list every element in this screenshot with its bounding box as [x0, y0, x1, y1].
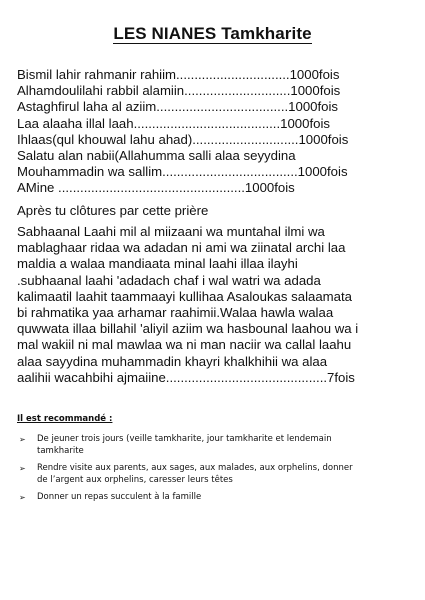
recommendation-line: De jeuner trois jours (veille tamkharite, jour tamkharite et lendemain: [37, 434, 332, 444]
arrow-bullet-icon: ➢: [19, 435, 26, 444]
closing-prayer: [17, 224, 422, 386]
document-title-text: LES NIANES Tamkharite: [113, 24, 312, 43]
recommendations-heading: Il est recommandé :: [17, 414, 113, 424]
recommendation-item: [17, 434, 417, 457]
recommendations-list: [17, 434, 417, 510]
invocation-line: Mouhammadin wa sallim.....................................1000fois: [17, 164, 348, 180]
invocation-line: AMine ...................................................1000fois: [17, 180, 295, 196]
prayer-line: .subhaanal laahi 'adadach chaf i wal watri wa adada: [17, 272, 321, 288]
invocation-line: Alhamdoulilahi rabbil alamiin.............................1000fois: [17, 83, 341, 99]
arrow-bullet-icon: ➢: [19, 464, 26, 473]
prayer-line: mablaghaar ridaa wa adadan ni ami wa ziinatal archi laa: [17, 240, 346, 256]
prayer-line: alaa sayydina muhammadin khayri khalkhihii wa alaa: [17, 353, 328, 369]
invocation-line: Astaghfirul laha al aziim....................................1000fois: [17, 99, 339, 115]
closing-subtitle: Après tu clôtures par cette prière: [17, 203, 209, 218]
invocation-line: Salatu alan nabii(Allahumma salli alaa seyydina: [17, 148, 296, 164]
invocation-line: Laa alaaha illal laah........................................1000fois: [17, 115, 330, 131]
recommendation-line: Rendre visite aux parents, aux sages, aux malades, aux orphelins, donner: [37, 463, 353, 473]
recommendation-item: [17, 492, 417, 504]
recommendation-line: de l’argent aux orphelins, caresser leurs têtes: [37, 474, 233, 485]
prayer-line: bi rahmatika yaa arhamar raahimii.Walaa hawla walaa: [17, 305, 334, 321]
invocation-list: [17, 67, 417, 197]
prayer-line: Sabhaanal Laahi mil al miizaani wa muntahal ilmi wa: [17, 224, 325, 239]
prayer-line: maldia a walaa mandiaata minal laahi illaa ilayhi: [17, 256, 298, 272]
prayer-line: quwwata illaa billahil 'aliyil aziim wa hasbounal laahou wa i: [17, 321, 359, 337]
recommendation-line: tamkharite: [37, 445, 84, 456]
invocation-line: Ihlaas(qul khouwal lahu ahad).............................1000fois: [17, 131, 349, 147]
arrow-bullet-icon: ➢: [19, 493, 26, 502]
recommendation-line: Donner un repas succulent à la famille: [37, 492, 202, 502]
prayer-line: aalihii wacahbihi ajmaiine............................................7fois: [17, 369, 355, 385]
prayer-line: mal wakiil ni mal mawlaa wa ni man naciir wa callal laahu: [17, 337, 352, 353]
document-title: [0, 24, 425, 44]
invocation-line: Bismil lahir rahmanir rahiim...............................1000fois: [17, 67, 340, 82]
recommendation-item: [17, 463, 417, 486]
prayer-line: kalimaatil laahit taammaayi kullihaa Asaloukas salaamata: [17, 288, 352, 304]
